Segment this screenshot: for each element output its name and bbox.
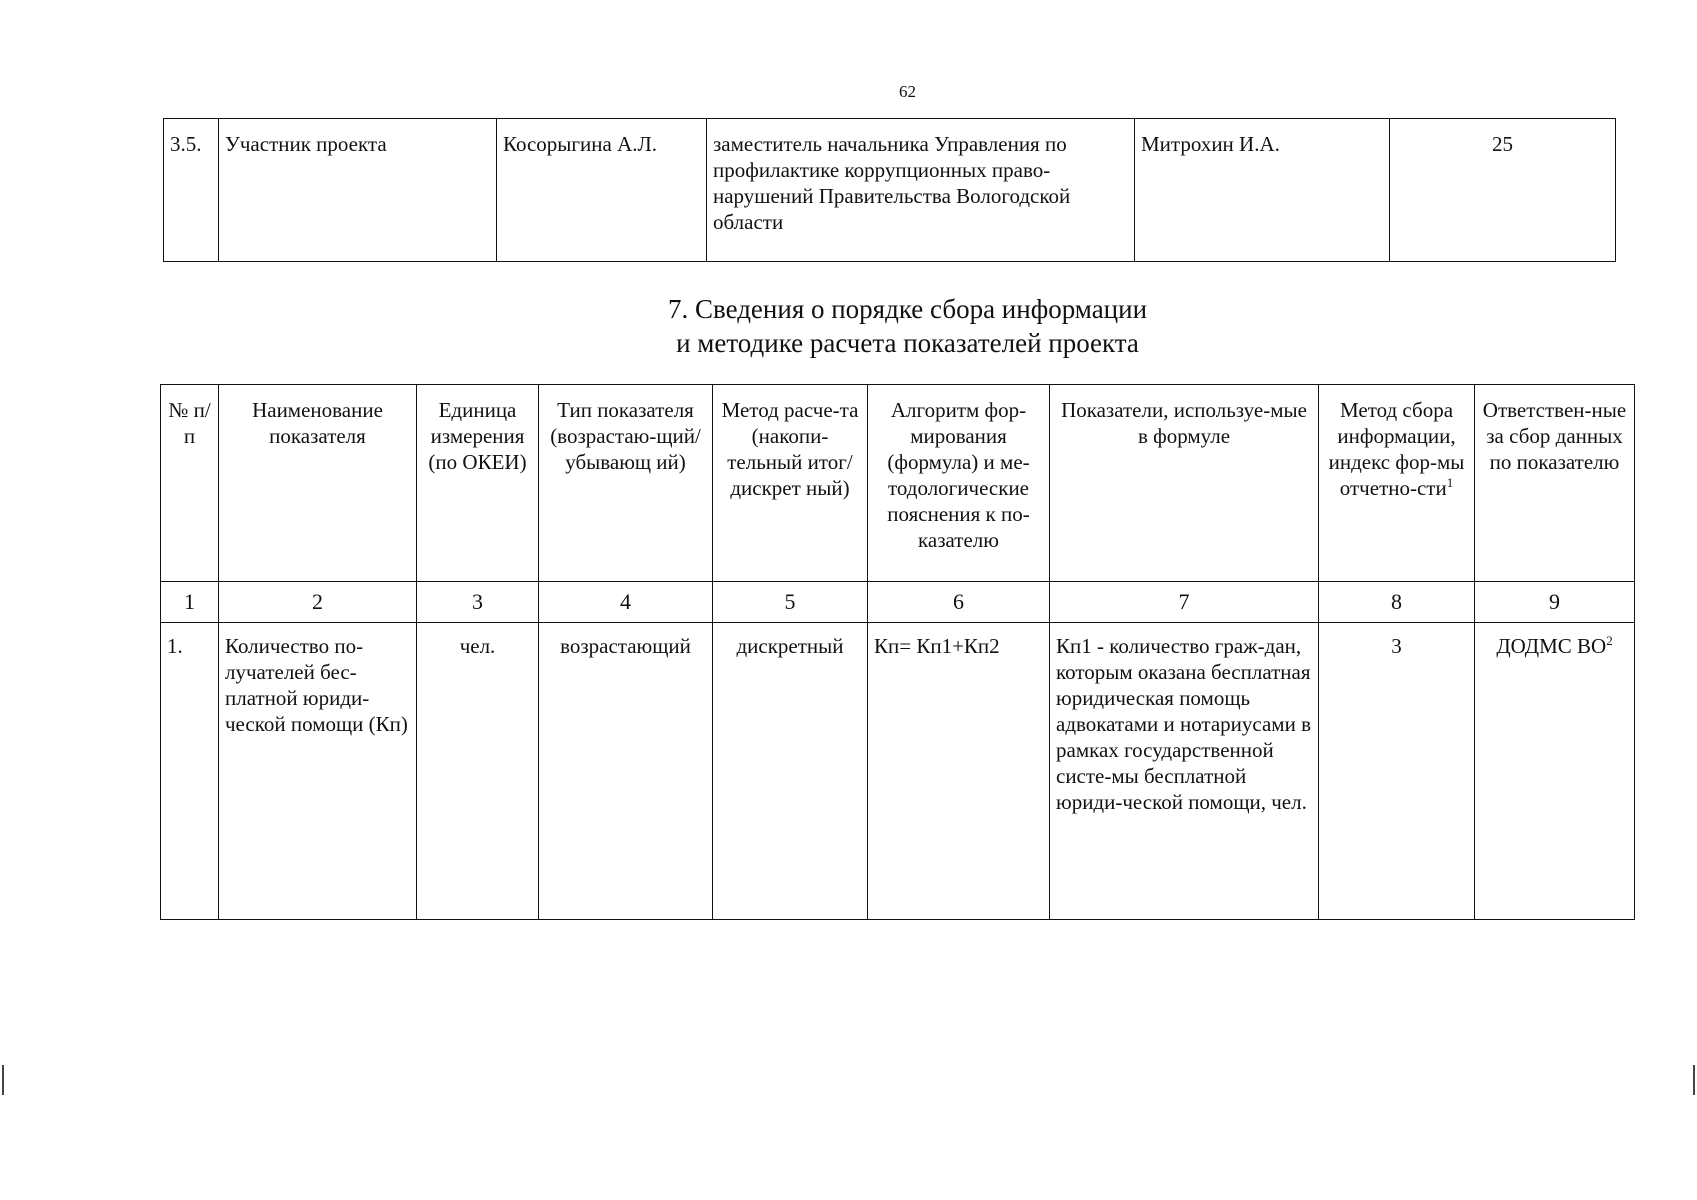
indicator-method: дискретный bbox=[713, 623, 868, 920]
participant-number: 3.5. bbox=[164, 119, 219, 262]
header-collection-text: Метод сбора информации, индекс фор-мы отчетно-сти bbox=[1328, 398, 1465, 500]
responsible-text: ДОДМС ВО bbox=[1496, 634, 1607, 658]
indicator-name: Количество по-лучателей бес-платной юриди-ческой помощи (Кп) bbox=[219, 623, 417, 920]
header-unit: Единица измерения (по ОКЕИ) bbox=[417, 385, 539, 582]
header-responsible: Ответствен-ные за сбор данных по показателю bbox=[1475, 385, 1635, 582]
column-number: 4 bbox=[539, 582, 713, 623]
header-type: Тип показателя (возрастаю-щий/убывающ ий) bbox=[539, 385, 713, 582]
column-number: 2 bbox=[219, 582, 417, 623]
column-number: 8 bbox=[1319, 582, 1475, 623]
header-collection bbox=[1319, 385, 1475, 582]
header-method: Метод расче-та (накопи-тельный итог/дискрет ный) bbox=[713, 385, 868, 582]
indicator-type: возрастающий bbox=[539, 623, 713, 920]
section-title-line2: и методике расчета показателей проекта bbox=[676, 328, 1139, 358]
section-title bbox=[0, 292, 1697, 360]
scan-edge-mark-left bbox=[2, 1065, 4, 1095]
participants-table bbox=[163, 118, 1616, 262]
header-algorithm: Алгоритм фор-мирования (формула) и ме-тодологические пояснения к по-казателю bbox=[868, 385, 1050, 582]
participant-position: заместитель начальника Управления по профилактике коррупционных право-нарушений Правительства Вологодской области bbox=[707, 119, 1135, 262]
participant-role: Участник проекта bbox=[219, 119, 497, 262]
participant-value: 25 bbox=[1390, 119, 1616, 262]
participant-row bbox=[164, 119, 1616, 262]
indicator-collection: 3 bbox=[1319, 623, 1475, 920]
column-number: 1 bbox=[161, 582, 219, 623]
table-row bbox=[161, 623, 1635, 920]
header-name: Наименование показателя bbox=[219, 385, 417, 582]
column-number: 3 bbox=[417, 582, 539, 623]
indicator-responsible bbox=[1475, 623, 1635, 920]
indicator-variables: Кп1 - количество граж-дан, которым оказана бесплатная юридическая помощь адвокатами и нотариусами в рамках государственной систе-мы бесплатной юриди-ческой помощи, чел. bbox=[1050, 623, 1319, 920]
page-number: 62 bbox=[899, 82, 916, 101]
scan-edge-mark-right bbox=[1693, 1065, 1695, 1095]
column-number: 9 bbox=[1475, 582, 1635, 623]
participant-name: Косорыгина А.Л. bbox=[497, 119, 707, 262]
indicator-formula: Кп= Кп1+Кп2 bbox=[868, 623, 1050, 920]
indicators-table bbox=[160, 384, 1635, 920]
participant-supervisor: Митрохин И.А. bbox=[1135, 119, 1390, 262]
header-number: № п/п bbox=[161, 385, 219, 582]
row-number: 1. bbox=[161, 623, 219, 920]
column-number: 7 bbox=[1050, 582, 1319, 623]
header-indicators: Показатели, используе-мые в формуле bbox=[1050, 385, 1319, 582]
column-numbers-row bbox=[161, 582, 1635, 623]
section-title-line1: 7. Сведения о порядке сбора информации bbox=[667, 294, 1148, 324]
indicator-unit: чел. bbox=[417, 623, 539, 920]
footnote-1-marker: 1 bbox=[1446, 475, 1454, 490]
column-number: 6 bbox=[868, 582, 1050, 623]
column-number: 5 bbox=[713, 582, 868, 623]
header-row bbox=[161, 385, 1635, 582]
footnote-2-marker: 2 bbox=[1606, 633, 1613, 648]
